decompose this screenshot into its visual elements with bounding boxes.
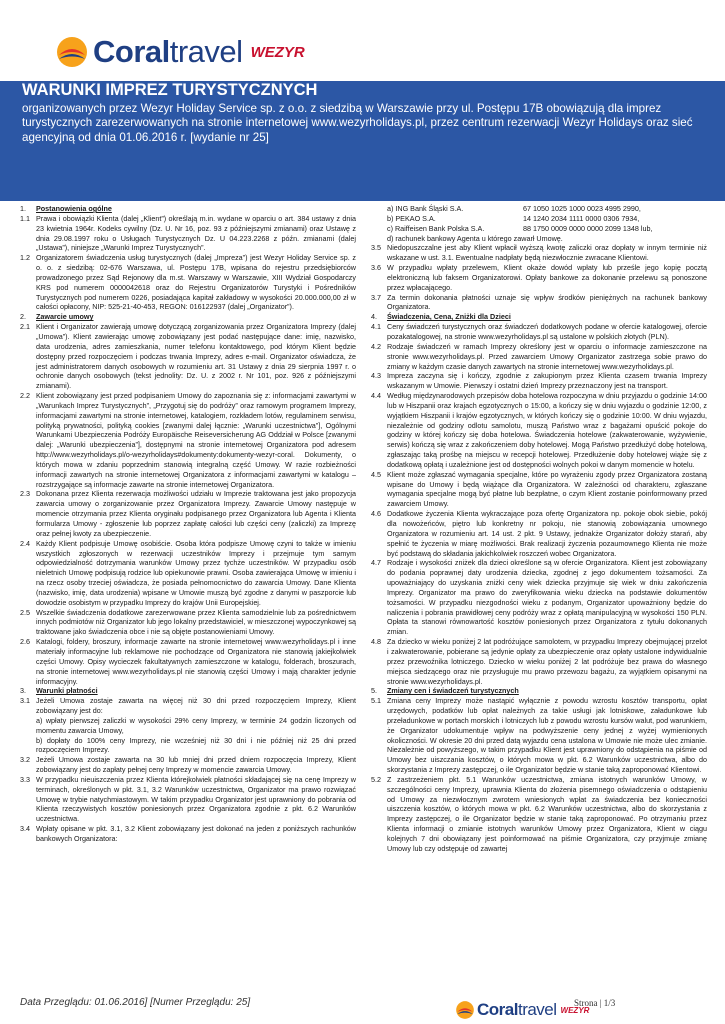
- clause: [20, 755, 356, 775]
- clause: [20, 775, 356, 824]
- clause-number: 5.2: [371, 774, 381, 784]
- clause-number: 4.2: [371, 341, 381, 351]
- clause-text: Według międzynarodowych przepisów doba hotelowa rozpoczyna w dniu przyjazdu o godzinie 14:00 lub w Hiszpanii oraz krajach egzotycznych o 15:00, a kończy się w dniu wyjazdu o godzinie 12:00, z wyjątkiem Hiszpanii i krajów egzotycznych, w których kończy się o godzinie 10:00. W dniu wyjazdu, niezależnie od godziny odlotu samolotu, muszą Państwo wraz z bagażami opuścić pokoje do godziny w której kończy się doba hotelowa. Świadczenia hotelowe (zakwaterowanie, wyżywienie, serwis) kończą się wraz z zakończeniem doby hotelowej. Mogą Państwo przedłużyć dobę hotelową, zgłaszając taką prośbę na miejscu w recepcji hotelowej. Przedłużenie doby hotelowej wiąże się z dodatkową opłatą i uzależnione jest od dostępności wolnych pokoi w danym momencie w hotelu.: [387, 391, 707, 469]
- clause: [20, 253, 356, 312]
- clause: [371, 342, 707, 372]
- clause-text: Zmiana ceny Imprezy może nastąpić wyłącznie z powodu wzrostu kosztów transportu, opłat urzędowych, podatków lub opłat należnych za takie usługi jak lotniskowe, załadunkowe lub przeładunkowe w portach morskich i lotniczych lub z powodu wzrostu kursów walut, pod warunkiem, że Organizator udokumentuje wpływ na podwyższenie ceny jednej z wyżej wymienionych okoliczności. W okresie 20 dni przed datą wyjazdu cena ustalona w Umowie nie może ulec zmianie. Niezależnie od powyższego, w takim przypadku Klient jest uprawniony do odstąpienia na piśmie od Umowy bez uiszczania kosztów, o których mowa w pkt. 6.2 Warunków uczestnictwa, albo do skorzystania z Imprezy zastępczej, o ile Organizator będzie w stanie taką zaproponować Klientowi.: [387, 696, 707, 775]
- clause: [371, 775, 707, 854]
- bank-account-row: [371, 204, 707, 214]
- clause-number: 5.: [371, 686, 377, 696]
- clause: [371, 391, 707, 470]
- clause: [20, 716, 356, 736]
- section-heading: [20, 312, 356, 322]
- clause: [371, 263, 707, 293]
- bank-name: a) ING Bank Śląski S.A.: [387, 204, 464, 213]
- clause-number: 5.1: [371, 696, 381, 706]
- clause-number: 3.1: [20, 696, 30, 706]
- section-heading: [371, 312, 707, 322]
- clause: [20, 214, 356, 253]
- clause-number: 4.6: [371, 509, 381, 519]
- clause-number: 4.3: [371, 371, 381, 381]
- bank-account-row: [371, 224, 707, 234]
- clause-number: 2.: [20, 312, 26, 322]
- clause-number: 3.2: [20, 755, 30, 765]
- clause-text: d) rachunek bankowy Agenta u którego zawarł Umowę.: [387, 233, 563, 243]
- clause: [371, 470, 707, 509]
- section-heading: [20, 686, 356, 696]
- clause-text: Warunki płatności: [36, 686, 98, 696]
- clause-text: Świadczenia, Cena, Zniżki dla Dzieci: [387, 312, 511, 322]
- coral-sun-icon: [455, 1000, 475, 1020]
- clause-text: a) wpłaty pierwszej zaliczki w wysokości 29% ceny Imprezy, w terminie 24 godzin liczonych od momentu zawarcia Umowy,: [36, 715, 356, 735]
- coral-sun-icon: [55, 35, 89, 69]
- clause-text: Wpłaty opisane w pkt. 3.1, 3.2 Klient zobowiązany jest dokonać na jeden z poniższych rachunków bankowych Organizatora:: [36, 824, 356, 843]
- clause-text: Z zastrzeżeniem pkt. 5.1 Warunków uczestnictwa, zmiana istotnych warunków Umowy, w szczególności ceny Imprezy, uprawnia Klienta do złożenia pisemnego oświadczenia o odstąpieniu od Umowy za niezwłocznym zwrotem wniesionych wpłat za świadczenia bez konieczności uiszczenia kosztów, o których mowa w pkt. 6.2 Warunków uczestnictwa, albo do skorzystania z Imprezy zastępczej, o ile Organizator będzie w stanie taką zaproponować. Po otrzymaniu przez Klienta informacji o zmianie istotnych warunków Umowy przez Organizatora, Klient w ciągu kolejnych 7 dni obowiązany jest poinformować na piśmie Organizatora, czy przyjmuje zmianę Umowy lub czy odstępuje od zawartej: [387, 774, 707, 853]
- clause-number: 3.6: [371, 263, 381, 273]
- clause-text: Dodatkowe życzenia Klienta wykraczające poza ofertę Organizatora np. pokoje obok siebie, pokój dla nowożeńców, piętro lub konkretny nr pokoju, nie stanowią zobowiązania umownego Organizatora w rozumieniu art. 14 ust. 2 pkt. 9 Ustawy, jednakże Organizator dołoży starań, aby spełnić te życzenia w miarę możliwości. Brak realizacji życzenia pozaumownego Klienta nie może być podstawą do składania jakichkolwiek roszczeń wobec Organizatora.: [387, 509, 707, 558]
- clause: [371, 234, 707, 244]
- coral-travel-logo: [55, 34, 305, 70]
- clause-number: 1.1: [20, 213, 30, 223]
- clause: [371, 637, 707, 686]
- clause-number: 1.2: [20, 253, 30, 263]
- footer-logo: Coraltravel WEZYR: [455, 1000, 589, 1020]
- bank-account-row: [371, 214, 707, 224]
- clause-text: Niedopuszczalne jest aby Klient wpłacił wyższą kwotę zaliczki oraz dopłaty w innym terminie niż wskazane w ust. 3.1. Ewentualne nadpłaty będą niezwłocznie zwracane Klientowi.: [387, 243, 707, 263]
- clause-number: 2.1: [20, 322, 30, 332]
- clause-text: Dokonana przez Klienta rezerwacja możliwości udziału w Imprezie traktowana jest jako propozycja zawarcia umowy o zorganizowanie przez Organizatora Imprezy. Zawarcie Umowy następuje w momencie otrzymania przez Klienta oryginału podpisanego przez Organizatora lub Agenta i Klienta formularza Umowy - zgłoszenie lub poprzez zapłatę całości lub części ceny (zaliczki) za Imprezę oraz pełnej kwoty za ubezpieczenie.: [36, 489, 356, 538]
- clause: [20, 322, 356, 391]
- clause-text: Ceny świadczeń turystycznych oraz świadczeń dodatkowych podane w ofercie katalogowej, ofercie pozakatalogowej, na stronie www.wezyrholidays.pl są ustalone w polskich złotych (PLN).: [387, 322, 707, 341]
- clause-text: Każdy Klient podpisuje Umowę osobiście. Osoba która podpisze Umowę czyni to także w imieniu wszystkich zgłoszonych w rezerwacji uczestników Imprezy i przejmuje tym samym odpowiedzialność dotrzymania warunków Umowy przez tychże uczestników. W przypadku osób nieletnich Umowę podpisują rodzice lub opiekunowie prawni. Osoba zawierająca Umowę w imieniu i na rzecz osoby trzeciej oświadcza, że posiada pełnomocnictwo do zawarcia Umowy. Dane Klienta (nazwisko, imię, data urodzenia) wpisane w Umowie muszą być zgodne z danymi w paszporcie lub dowodzie osobistym w przypadku Imprezy do krajów Unii Europejskiej.: [36, 538, 356, 607]
- clause-text: Klient zobowiązany jest przed podpisaniem Umowy do zapoznania się z: informacjami zawartymi w „Warunkach Imprez Turystycznych”, „Przygotuj się do podróży” oraz ramowym programem Imprezy, informacjami zawartymi na stronie internetowej, katalogiem, rozkładem lotów, regulaminem serwisu, polityką prywatności, polityką cookies [zwanymi dalej łącznie: „Warunki uczestnictwa”], Ogólnymi Warunkami Ubezpieczenia Podróży Europäische Reiseversicherung AG Oddział w Polsce [zwanymi dalej: „Warunki ubezpieczenia”], dostępnymi na stronie internetowej Organizatora pod adresem http://www.wezyrholidays.pl/o-wezyrholidays#dokumenty:dokumenty-wezyr-coral. Dokumenty, o których mowa w zdaniu poprzednim stanowią integralną część Umowy. W razie rozbieżności informacji zawartych na stronie internetowej Organizatora z informacjami zawartymi w katalogu – rozstrzygające są informacje zawarte na stronie internetowej Organizatora.: [36, 391, 356, 489]
- clause-text: Postanowienia ogólne: [36, 204, 112, 213]
- clause: [20, 824, 356, 844]
- clause: [371, 696, 707, 775]
- clause-text: Klient może zgłaszać wymagania specjalne, które po wyrażeniu zgody przez Organizatora zostaną wpisane do Umowy i będą wiążące dla Organizatora. W zależności od charakteru, zgłaszane wymagania specjalne mogą być płatne lub bezpłatne, o czym Klient zostanie poinformowany przed zawarciem Umowy.: [387, 469, 707, 509]
- clause-number: 3.7: [371, 292, 381, 302]
- clause: [20, 391, 356, 489]
- clause-number: 2.4: [20, 538, 30, 548]
- clause-number: 4.5: [371, 469, 381, 479]
- clause-text: Zawarcie umowy: [36, 312, 94, 322]
- clause-text: Katalogi, foldery, broszury, informacje zawarte na stronie internetowej www.wezyrholidays.pl i inne materiały informacyjne lub reklamowe nie pochodzące od Organizatora nie stanowią jakiejkolwiek części Umowy. Opisy wycieczek fakultatywnych zamieszczone w katalogu, folderach, broszurach, na stronie internetowej www.wezyrholidays.pl nie stanowią części Umowy i mają charakter jedynie informacyjny.: [36, 637, 356, 686]
- clause-number: 2.5: [20, 607, 30, 617]
- clause-number: 3.4: [20, 824, 30, 834]
- clause: [371, 243, 707, 263]
- clause: [20, 539, 356, 608]
- clause-number: 2.6: [20, 637, 30, 647]
- document-subtitle: organizowanych przez Wezyr Holiday Service sp. z o.o. z siedzibą w Warszawie przy ul. Postępu 17B obowiązują dla imprez turystycznych zarezerwowanych na stronie internetowej www.wezyrholidays.pl, przez centrum rezerwacji Wezyr Holidays oraz sieć agencyjną od dnia 01.06.2016 r. [wydanie nr 25]: [22, 102, 693, 144]
- clause-number: 4.7: [371, 558, 381, 568]
- clause: [371, 293, 707, 313]
- clause-text: Jeżeli Umowa zostaje zawarta na więcej niż 30 dni przed rozpoczęciem Imprezy, Klient zobowiązany jest do:: [36, 696, 356, 716]
- clause: [371, 509, 707, 558]
- clause-text: b) dopłaty do 100% ceny Imprezy, nie wcześniej niż 30 dni i nie później niż 25 dni przed rozpoczęciem Imprezy.: [36, 735, 356, 755]
- document-title: WARUNKI IMPREZ TURYSTYCZNYCH: [22, 81, 318, 99]
- clause: [371, 558, 707, 637]
- clause-text: Klient i Organizator zawierają umowę dotyczącą zorganizowania przez Organizatora Imprezy (dalej „Umowa”). Klient zawierając umowę zobowiązany jest podać następujące dane: imię, nazwisko, data urodzenia, adres zamieszkania, numer telefonu kontaktowego, pod którym Klient będzie dostępny przed rozpoczęciem i podczas trwania Imprezy, adres e-mail. Organizator oświadcza, że jest administratorem danych osobowych w rozumieniu art. 31 Ustawy z dnia 29 sierpnia 1997 r. o ochronie danych osobowych (tekst jednolity: Dz. U. z 2002 r. Nr 101, poz. 926 z późniejszymi zmianami).: [36, 322, 356, 391]
- clause-text: Wszelkie świadczenia dodatkowe zarezerwowane przez Klienta samodzielnie lub za pośrednictwem innych podmiotów niż Organizator lub jego lokalny przedstawiciel, w mieszczonej wypoczynkowej są traktowane jako świadczenia obce i nie są objęte postanowieniami Umowy.: [36, 607, 356, 637]
- bank-account-number: 88 1750 0009 0000 0000 2099 1348 lub,: [523, 223, 653, 233]
- wezyr-logo: WEZYR: [250, 43, 305, 61]
- clause-number: 1.: [20, 204, 26, 213]
- clause-text: Za termin dokonania płatności uznaje się wpływ środków pieniężnych na rachunek bankowy Organizatora.: [387, 292, 707, 312]
- page-number: Strona | 1/3: [574, 998, 616, 1008]
- clause: [20, 736, 356, 756]
- right-column: [371, 204, 707, 854]
- clause-number: 4.1: [371, 322, 381, 332]
- clause-number: 4.4: [371, 391, 381, 401]
- clause-text: Organizatorem świadczenia usług turystycznych (dalej „Impreza”) jest Wezyr Holiday Service sp. z o. o. z siedzibą: 02-676 Warszawa, ul. Postępu 17B, wpisana do rejestru przedsiębiorców prowadzonego przez Sąd Rejonowy dla m.st. Warszawy w Warszawie, XIII Wydział Gospodarczy KRS pod numerem 0000042618 oraz do Rejestru Organizatorów Turystyki i Pośredników Turystycznych pod numerem 0226, posiadająca kapitał zakładowy w wysokości 20.000.000,00 zł w całości opłacony, NIP: 525-21-40-453, REGON: 016122937 (dalej „Organizator”).: [36, 253, 356, 312]
- title-banner: [0, 81, 725, 201]
- clause-number: 4.: [371, 312, 377, 322]
- bank-name: b) PEKAO S.A.: [387, 213, 436, 223]
- clause: [371, 322, 707, 342]
- brand-name: Coraltravel: [93, 34, 243, 69]
- clause-text: Rodzaje i wysokości zniżek dla dzieci określone są w ofercie Organizatora. Klient jest zobowiązany do podania poprawnej daty urodzenia dziecka, zgodnej z jego dokumentem tożsamości. Za upoważniający do uzyskania zniżki ceny wiek dziecka przyjmuje się wiek w dniu zakończenia Imprezy. Organizator ma prawo do zweryfikowania wieku dziecka na podstawie dokumentów tożsamości. W przypadku niezgodności wieku z podanym, Organizator upoważniony będzie do naliczenia i pobrania prawidłowej ceny podróży wraz z opłatą manipulacyjną w wysokości 150 PLN. Opłata ta stanowi równowartość kosztów poniesionych przez Organizatora z tytułu dokonanych zmian.: [387, 558, 707, 637]
- clause-text: Za dziecko w wieku poniżej 2 lat podróżujące samolotem, w przypadku Imprezy obejmującej przelot i zakwaterowanie, pobierane są jedynie opłaty za ubezpieczenie oraz opłaty ustalone indywidualnie przez przewoźnika lotniczego. Dziecko w wieku poniżej 2 lat podróżuje bez prawa do własnego miejsca siedzącego oraz nie przysługuje mu prawo przewozu bagażu, za wyjątkiem opisanymi na stronie www.wezyrholidays.pl.: [387, 637, 707, 686]
- clause: [20, 489, 356, 538]
- section-heading: [371, 686, 707, 696]
- bank-name: c) Raiffeisen Bank Polska S.A.: [387, 223, 485, 233]
- review-date: Data Przeglądu: 01.06.2016] [Numer Przeglądu: 25]: [20, 997, 251, 1008]
- clause-text: W przypadku wpłaty przelewem, Klient okaże dowód wpłaty lub prześle jego kopię pocztą elektroniczną lub faksem Organizatorowi. Opłaty bankowe za dokonanie przelewu są ponoszone przez wpłacającego.: [387, 263, 707, 292]
- clause: [20, 637, 356, 686]
- bank-account-number: 67 1050 1025 1000 0023 4995 2990,: [523, 204, 641, 213]
- bank-account-number: 14 1240 2034 1111 0000 0306 7934,: [523, 213, 640, 223]
- clause-text: Jeżeli Umowa zostaje zawarta na 30 lub mniej dni przed dniem rozpoczęcia Imprezy, Klient zobowiązany jest do zapłaty pełnej ceny Imprezy w momencie zawarcia Umowy.: [36, 755, 356, 775]
- clause-number: 2.2: [20, 391, 30, 401]
- clause-number: 4.8: [371, 637, 381, 647]
- clause-text: Rodzaje świadczeń w ramach Imprezy określony jest w oparciu o informacje zamieszczone na stronie www.wezyrholidays.pl. Przed zawarciem Umowy Organizator zastrzega sobie prawo do zmiany w każdym czasie danych zawartych na stronie internetowej www.wezyrholidays.pl.: [387, 341, 707, 371]
- clause-number: 2.3: [20, 489, 30, 499]
- clause-number: 3.3: [20, 774, 30, 784]
- section-heading: [20, 204, 356, 214]
- clause-text: Impreza zaczyna się i kończy, zgodnie z zakupionym przez Klienta czasem trwania Imprezy wskazanym w Umowie. Pierwszy i ostatni dzień Imprezy przeznaczony jest na transport.: [387, 371, 707, 391]
- clause-number: 3.: [20, 686, 26, 696]
- left-column: [20, 204, 356, 844]
- clause-text: W przypadku nieuiszczenia przez Klienta którejkolwiek płatności składającej się na cenę Imprezy w terminach, określonych w pkt. 3.1, 3.2 Warunków uczestnictwa, Organizator ma prawo rozwiązać Umowę w trybie natychmiastowym. W takim przypadku Organizator jest uprawniony do pobrania od Klienta rzeczywistych kosztów poniesionych przez Organizatora zgodnie z pkt. 6.2 Warunków uczestnictwa.: [36, 774, 356, 824]
- clause: [20, 696, 356, 716]
- clause-text: Prawa i obowiązki Klienta (dalej „Klient”) określają m.in. wydane w oparciu o art. 384 ustawy z dnia 23 kwietnia 1964r. Kodeks cywilny (Dz. U. Nr 16, poz. 93 z późniejszymi zmianami) oraz Ustawę z dnia 29.08.1997 roku o Usługach Turystycznych Dz. U 04.223.2268 z późn. zmianami (dalej „Ustawa”), niniejsze „Warunki Imprez Turystycznych”.: [36, 213, 356, 253]
- clause: [20, 608, 356, 638]
- clause-text: Zmiany cen i świadczeń turystycznych: [387, 686, 519, 696]
- clause: [371, 371, 707, 391]
- clause-number: 3.5: [371, 243, 381, 253]
